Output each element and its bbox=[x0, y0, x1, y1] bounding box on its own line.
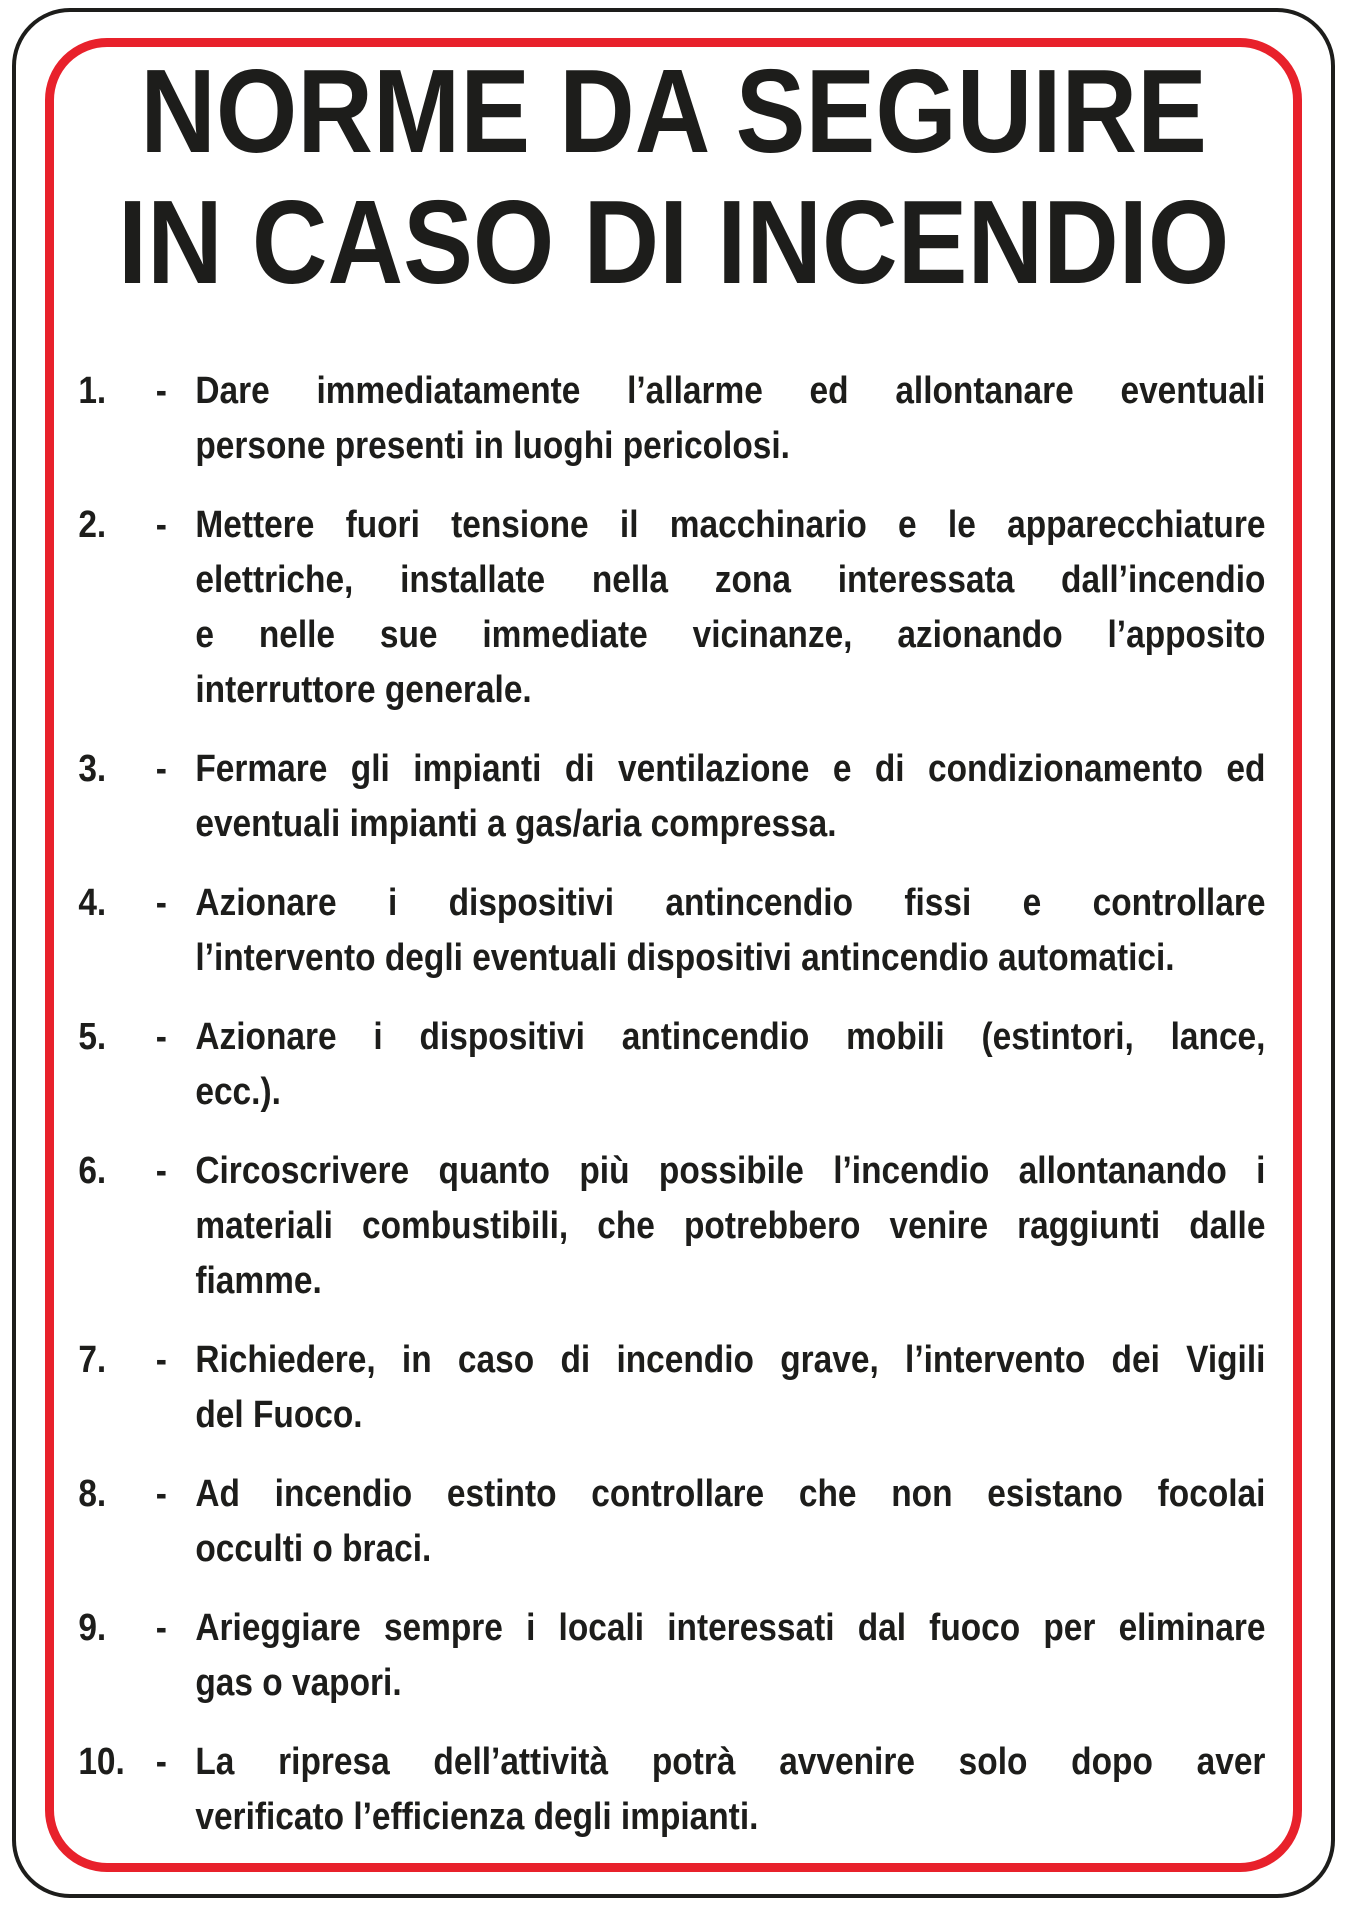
item-text-line: Mettere fuori tensione il macchinario e le apparecchiature bbox=[195, 504, 1266, 546]
item-text-line: gas o vapori. bbox=[195, 1662, 402, 1704]
list-item bbox=[78, 1010, 1265, 1120]
item-text-line: del Fuoco. bbox=[195, 1394, 363, 1436]
item-text-line: Richiedere, in caso di incendio grave, l’intervento dei Vigili bbox=[195, 1339, 1266, 1381]
item-dash: - bbox=[155, 370, 167, 412]
item-text-line: fiamme. bbox=[195, 1260, 322, 1302]
item-number: 4. bbox=[78, 882, 107, 924]
item-text-line: materiali combustibili, che potrebbero venire raggiunti dalle bbox=[195, 1205, 1266, 1247]
item-text-line: Arieggiare sempre i locali interessati dal fuoco per eliminare bbox=[195, 1607, 1266, 1649]
item-dash: - bbox=[155, 1016, 167, 1058]
item-text bbox=[195, 498, 1265, 718]
item-text-line: elettriche, installate nella zona interessata dall’incendio bbox=[195, 559, 1266, 601]
item-dash: - bbox=[155, 504, 167, 546]
item-text-line: ecc.). bbox=[195, 1071, 281, 1113]
item-text-line: occulti o braci. bbox=[195, 1528, 432, 1570]
sign-title bbox=[0, 46, 1347, 308]
item-text-line: Azionare i dispositivi antincendio fissi e controllare bbox=[195, 882, 1266, 924]
list-item bbox=[78, 364, 1265, 474]
item-dash: - bbox=[155, 1339, 167, 1381]
item-text-line: verificato l’efficienza degli impianti. bbox=[195, 1796, 759, 1838]
item-text-line: La ripresa dell’attività potrà avvenire solo dopo aver bbox=[195, 1741, 1266, 1783]
item-text-line: interruttore generale. bbox=[195, 669, 532, 711]
item-text-line: persone presenti in luoghi pericolosi. bbox=[195, 425, 790, 467]
item-text bbox=[195, 364, 1265, 474]
item-number: 7. bbox=[78, 1339, 107, 1381]
item-number: 9. bbox=[78, 1607, 107, 1649]
item-text bbox=[195, 1467, 1265, 1577]
title-line-2: IN CASO DI INCENDIO bbox=[118, 176, 1230, 309]
item-text bbox=[195, 1735, 1265, 1845]
title-line-1: NORME DA SEGUIRE bbox=[140, 45, 1207, 178]
item-text-line: Dare immediatamente l’allarme ed allontanare eventuali bbox=[195, 370, 1266, 412]
item-text bbox=[195, 876, 1265, 986]
item-dash: - bbox=[155, 748, 167, 790]
item-text-line: Fermare gli impianti di ventilazione e di condizionamento ed bbox=[195, 748, 1266, 790]
item-text bbox=[195, 742, 1265, 852]
item-dash: - bbox=[155, 1473, 167, 1515]
item-dash: - bbox=[155, 1150, 167, 1192]
item-number: 10. bbox=[78, 1741, 125, 1783]
item-text-line: Ad incendio estinto controllare che non esistano focolai bbox=[195, 1473, 1266, 1515]
item-dash: - bbox=[155, 1741, 167, 1783]
item-number: 1. bbox=[78, 370, 107, 412]
list-item bbox=[78, 742, 1265, 852]
item-text-line: eventuali impianti a gas/aria compressa. bbox=[195, 803, 837, 845]
list-item bbox=[78, 1144, 1265, 1309]
item-dash: - bbox=[155, 882, 167, 924]
item-number: 3. bbox=[78, 748, 107, 790]
rules-list bbox=[78, 364, 1265, 1845]
list-item bbox=[78, 876, 1265, 986]
item-text bbox=[195, 1333, 1265, 1443]
list-item bbox=[78, 1735, 1265, 1845]
item-number: 2. bbox=[78, 504, 107, 546]
item-dash: - bbox=[155, 1607, 167, 1649]
item-number: 5. bbox=[78, 1016, 107, 1058]
list-item bbox=[78, 1467, 1265, 1577]
item-number: 6. bbox=[78, 1150, 107, 1192]
item-text-line: l’intervento degli eventuali dispositivi antincendio automatici. bbox=[195, 937, 1175, 979]
item-number: 8. bbox=[78, 1473, 107, 1515]
item-text-line: e nelle sue immediate vicinanze, azionando l’apposito bbox=[195, 614, 1266, 656]
item-text bbox=[195, 1144, 1265, 1309]
list-item bbox=[78, 498, 1265, 718]
item-text-line: Azionare i dispositivi antincendio mobili (estintori, lance, bbox=[195, 1016, 1266, 1058]
list-item bbox=[78, 1333, 1265, 1443]
list-item bbox=[78, 1601, 1265, 1711]
item-text bbox=[195, 1010, 1265, 1120]
item-text bbox=[195, 1601, 1265, 1711]
item-text-line: Circoscrivere quanto più possibile l’incendio allontanando i bbox=[195, 1150, 1266, 1192]
